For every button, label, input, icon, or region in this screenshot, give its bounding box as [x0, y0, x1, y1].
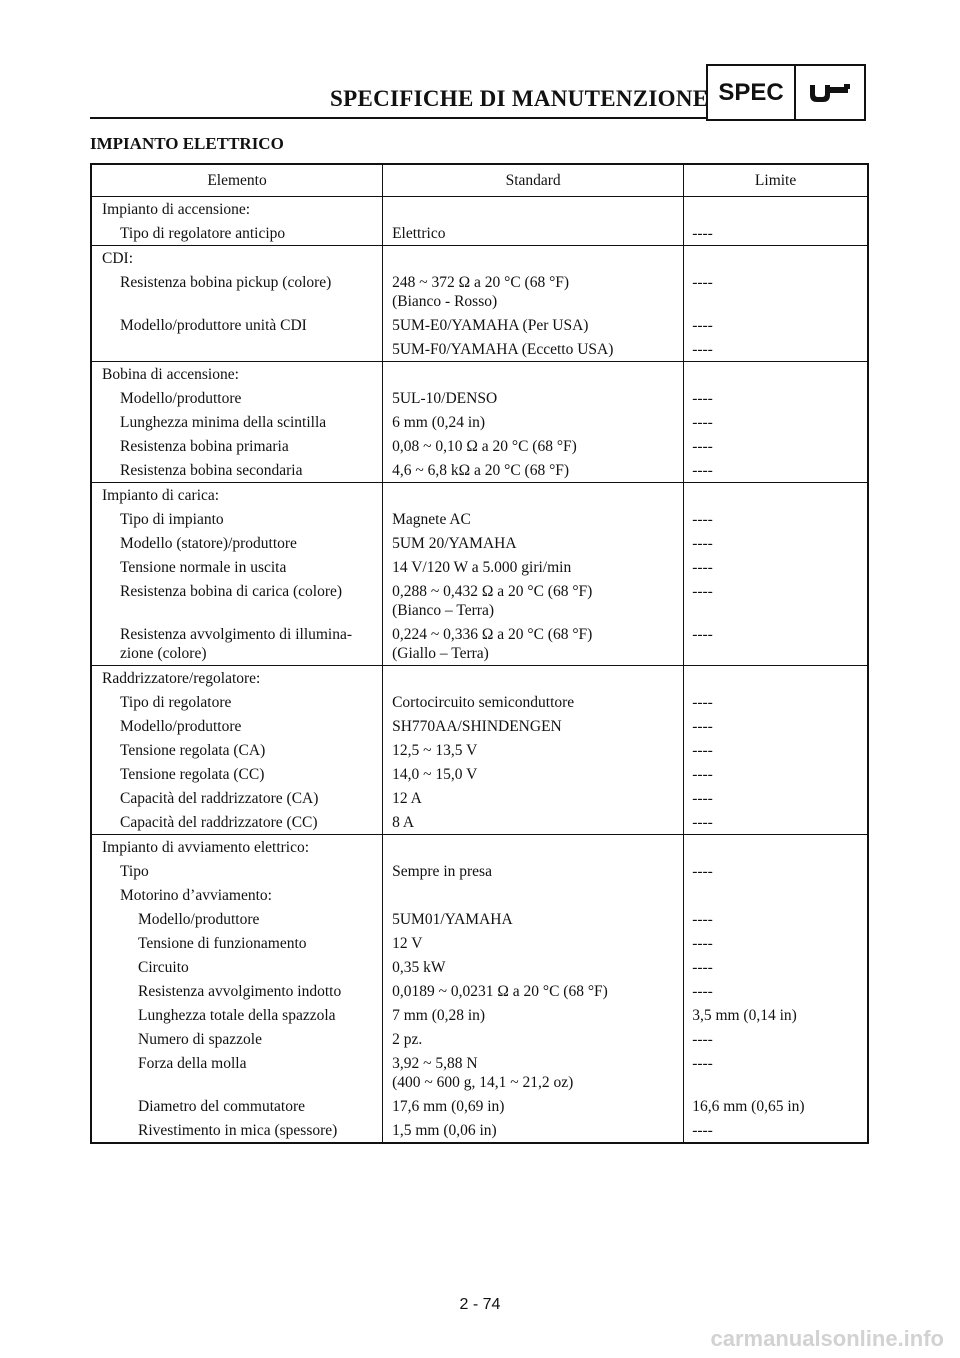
standard-cell: 6 mm (0,24 in) [383, 410, 684, 434]
item-cell: Resistenza bobina pickup (colore) [91, 270, 383, 313]
table-row [91, 786, 868, 810]
item-cell: CDI: [91, 246, 383, 271]
standard-cell: Elettrico [383, 221, 684, 246]
item-cell: Tipo di regolatore anticipo [91, 221, 383, 246]
standard-cell [383, 197, 684, 222]
standard-cell: 12 A [383, 786, 684, 810]
item-cell: Tipo [91, 859, 383, 883]
table-row [91, 410, 868, 434]
spec-group [91, 246, 868, 362]
standard-cell: 7 mm (0,28 in) [383, 1003, 684, 1027]
standard-cell: 14 V/120 W a 5.000 giri/min [383, 555, 684, 579]
table-row [91, 714, 868, 738]
standard-cell: Sempre in presa [383, 859, 684, 883]
limit-cell: ---- [692, 461, 713, 479]
item-cell: Bobina di accensione: [91, 362, 383, 387]
item-cell [91, 337, 383, 362]
column-header-standard: Standard [383, 164, 684, 197]
standard-cell: 0,288 ~ 0,432 Ω a 20 °C (68 °F) (Bianco – Terra) [383, 579, 684, 622]
table-row [91, 1118, 868, 1143]
item-cell: Tensione regolata (CA) [91, 738, 383, 762]
standard-cell: Magnete AC [383, 507, 684, 531]
limit-cell: ---- [692, 510, 713, 528]
table-row [91, 835, 868, 860]
table-row [91, 1003, 868, 1027]
limit-cell: ---- [692, 625, 713, 643]
table-row [91, 362, 868, 387]
table-row [91, 1027, 868, 1051]
limit-cell: ---- [692, 693, 713, 711]
standard-cell: 5UL-10/DENSO [383, 386, 684, 410]
standard-cell: 0,35 kW [383, 955, 684, 979]
standard-cell: 4,6 ~ 6,8 kΩ a 20 °C (68 °F) [383, 458, 684, 483]
limit-cell: ---- [692, 437, 713, 455]
table-row [91, 883, 868, 907]
limit-cell [684, 246, 868, 271]
table-row [91, 313, 868, 337]
header-rule [90, 117, 706, 119]
limit-cell: 3,5 mm (0,14 in) [692, 1006, 797, 1024]
limit-cell: ---- [692, 316, 713, 334]
standard-cell: 248 ~ 372 Ω a 20 °C (68 °F) (Bianco - Rosso) [383, 270, 684, 313]
spec-group [91, 483, 868, 666]
page-header-title: SPECIFICHE DI MANUTENZIONE [330, 86, 709, 111]
limit-cell: ---- [692, 1030, 713, 1048]
item-cell: Resistenza bobina di carica (colore) [91, 579, 383, 622]
table-row [91, 270, 868, 313]
limit-cell: ---- [692, 717, 713, 735]
item-cell: Capacità del raddrizzatore (CC) [91, 810, 383, 835]
item-cell: Forza della molla [91, 1051, 383, 1094]
item-cell: Modello/produttore [91, 714, 383, 738]
table-row [91, 622, 868, 666]
limit-cell [684, 883, 868, 907]
item-cell: Circuito [91, 955, 383, 979]
limit-cell: ---- [692, 862, 713, 880]
limit-cell [684, 197, 868, 222]
standard-cell [383, 883, 684, 907]
standard-cell: 5UM 20/YAMAHA [383, 531, 684, 555]
limit-cell: ---- [692, 389, 713, 407]
limit-cell: ---- [692, 534, 713, 552]
section-title: IMPIANTO ELETTRICO [90, 134, 284, 153]
item-cell: Impianto di accensione: [91, 197, 383, 222]
limit-cell: ---- [692, 789, 713, 807]
standard-cell: 12 V [383, 931, 684, 955]
limit-cell: ---- [692, 273, 713, 291]
item-cell: Numero di spazzole [91, 1027, 383, 1051]
wrench-icon [796, 66, 864, 119]
item-cell: Capacità del raddrizzatore (CA) [91, 786, 383, 810]
limit-cell: ---- [692, 813, 713, 831]
standard-cell: 17,6 mm (0,69 in) [383, 1094, 684, 1118]
limit-cell: ---- [692, 982, 713, 1000]
limit-cell [684, 835, 868, 860]
standard-cell: 0,224 ~ 0,336 Ω a 20 °C (68 °F) (Giallo – Terra) [383, 622, 684, 666]
limit-cell: ---- [692, 558, 713, 576]
limit-cell [684, 666, 868, 691]
standard-cell: 3,92 ~ 5,88 N (400 ~ 600 g, 14,1 ~ 21,2 oz) [383, 1051, 684, 1094]
item-cell: Diametro del commutatore [91, 1094, 383, 1118]
limit-cell [684, 483, 868, 508]
limit-cell: ---- [692, 910, 713, 928]
standard-cell [383, 835, 684, 860]
standard-cell: 5UM-F0/YAMAHA (Eccetto USA) [383, 337, 684, 362]
table-row [91, 221, 868, 246]
table-row [91, 337, 868, 362]
table-row [91, 738, 868, 762]
spec-badge-label: SPEC [708, 66, 796, 119]
table-row [91, 931, 868, 955]
item-cell: Impianto di avviamento elettrico: [91, 835, 383, 860]
watermark: carmanualsonline.info [710, 1326, 944, 1351]
standard-cell [383, 246, 684, 271]
spec-group [91, 666, 868, 835]
item-cell: Tipo di regolatore [91, 690, 383, 714]
limit-cell: ---- [692, 1121, 713, 1139]
table-row [91, 197, 868, 222]
limit-cell: ---- [692, 741, 713, 759]
table-row [91, 1051, 868, 1094]
limit-cell: ---- [692, 224, 713, 242]
item-cell: Impianto di carica: [91, 483, 383, 508]
spec-group [91, 362, 868, 483]
standard-cell [383, 483, 684, 508]
limit-cell: ---- [692, 340, 713, 358]
item-cell: Resistenza bobina primaria [91, 434, 383, 458]
standard-cell: 5UM01/YAMAHA [383, 907, 684, 931]
limit-cell: ---- [692, 958, 713, 976]
item-cell: Lunghezza totale della spazzola [91, 1003, 383, 1027]
item-cell: Motorino d’avviamento: [91, 883, 383, 907]
table-row [91, 555, 868, 579]
limit-cell: ---- [692, 765, 713, 783]
item-cell: Tensione normale in uscita [91, 555, 383, 579]
standard-cell: 14,0 ~ 15,0 V [383, 762, 684, 786]
table-row [91, 955, 868, 979]
spec-group [91, 197, 868, 246]
table-header-row [91, 164, 868, 197]
item-cell: Resistenza avvolgimento indotto [91, 979, 383, 1003]
table-row [91, 907, 868, 931]
standard-cell: 12,5 ~ 13,5 V [383, 738, 684, 762]
table-row [91, 507, 868, 531]
spec-badge [706, 64, 866, 121]
limit-cell: ---- [692, 934, 713, 952]
table-row [91, 762, 868, 786]
table-row [91, 859, 868, 883]
table-row [91, 690, 868, 714]
standard-cell [383, 362, 684, 387]
item-cell: Tensione di funzionamento [91, 931, 383, 955]
item-cell: Modello (statore)/produttore [91, 531, 383, 555]
table-row [91, 810, 868, 835]
limit-cell [684, 362, 868, 387]
table-row [91, 246, 868, 271]
item-cell: Lunghezza minima della scintilla [91, 410, 383, 434]
spec-table [90, 163, 869, 1144]
table-row [91, 666, 868, 691]
table-row [91, 979, 868, 1003]
table-row [91, 531, 868, 555]
standard-cell: 5UM-E0/YAMAHA (Per USA) [383, 313, 684, 337]
page-number: 2 - 74 [459, 1296, 501, 1313]
standard-cell: 0,0189 ~ 0,0231 Ω a 20 °C (68 °F) [383, 979, 684, 1003]
column-header-limite: Limite [684, 164, 868, 197]
standard-cell: 2 pz. [383, 1027, 684, 1051]
table-row [91, 483, 868, 508]
limit-cell: ---- [692, 1054, 713, 1072]
item-cell: Modello/produttore unità CDI [91, 313, 383, 337]
standard-cell: Cortocircuito semiconduttore [383, 690, 684, 714]
item-cell: Raddrizzatore/regolatore: [91, 666, 383, 691]
limit-cell: 16,6 mm (0,65 in) [692, 1097, 805, 1115]
item-cell: Resistenza bobina secondaria [91, 458, 383, 483]
item-cell: Tipo di impianto [91, 507, 383, 531]
table-row [91, 386, 868, 410]
standard-cell [383, 666, 684, 691]
standard-cell: 0,08 ~ 0,10 Ω a 20 °C (68 °F) [383, 434, 684, 458]
item-cell: Rivestimento in mica (spessore) [91, 1118, 383, 1143]
item-cell: Modello/produttore [91, 907, 383, 931]
column-header-elemento: Elemento [91, 164, 383, 197]
table-row [91, 1094, 868, 1118]
table-row [91, 434, 868, 458]
spec-group [91, 835, 868, 1144]
limit-cell: ---- [692, 582, 713, 600]
standard-cell: SH770AA/SHINDENGEN [383, 714, 684, 738]
limit-cell: ---- [692, 413, 713, 431]
item-cell: Resistenza avvolgimento di illumina- zione (colore) [91, 622, 383, 666]
item-cell: Tensione regolata (CC) [91, 762, 383, 786]
table-row [91, 458, 868, 483]
item-cell: Modello/produttore [91, 386, 383, 410]
table-row [91, 579, 868, 622]
standard-cell: 8 A [383, 810, 684, 835]
standard-cell: 1,5 mm (0,06 in) [383, 1118, 684, 1143]
